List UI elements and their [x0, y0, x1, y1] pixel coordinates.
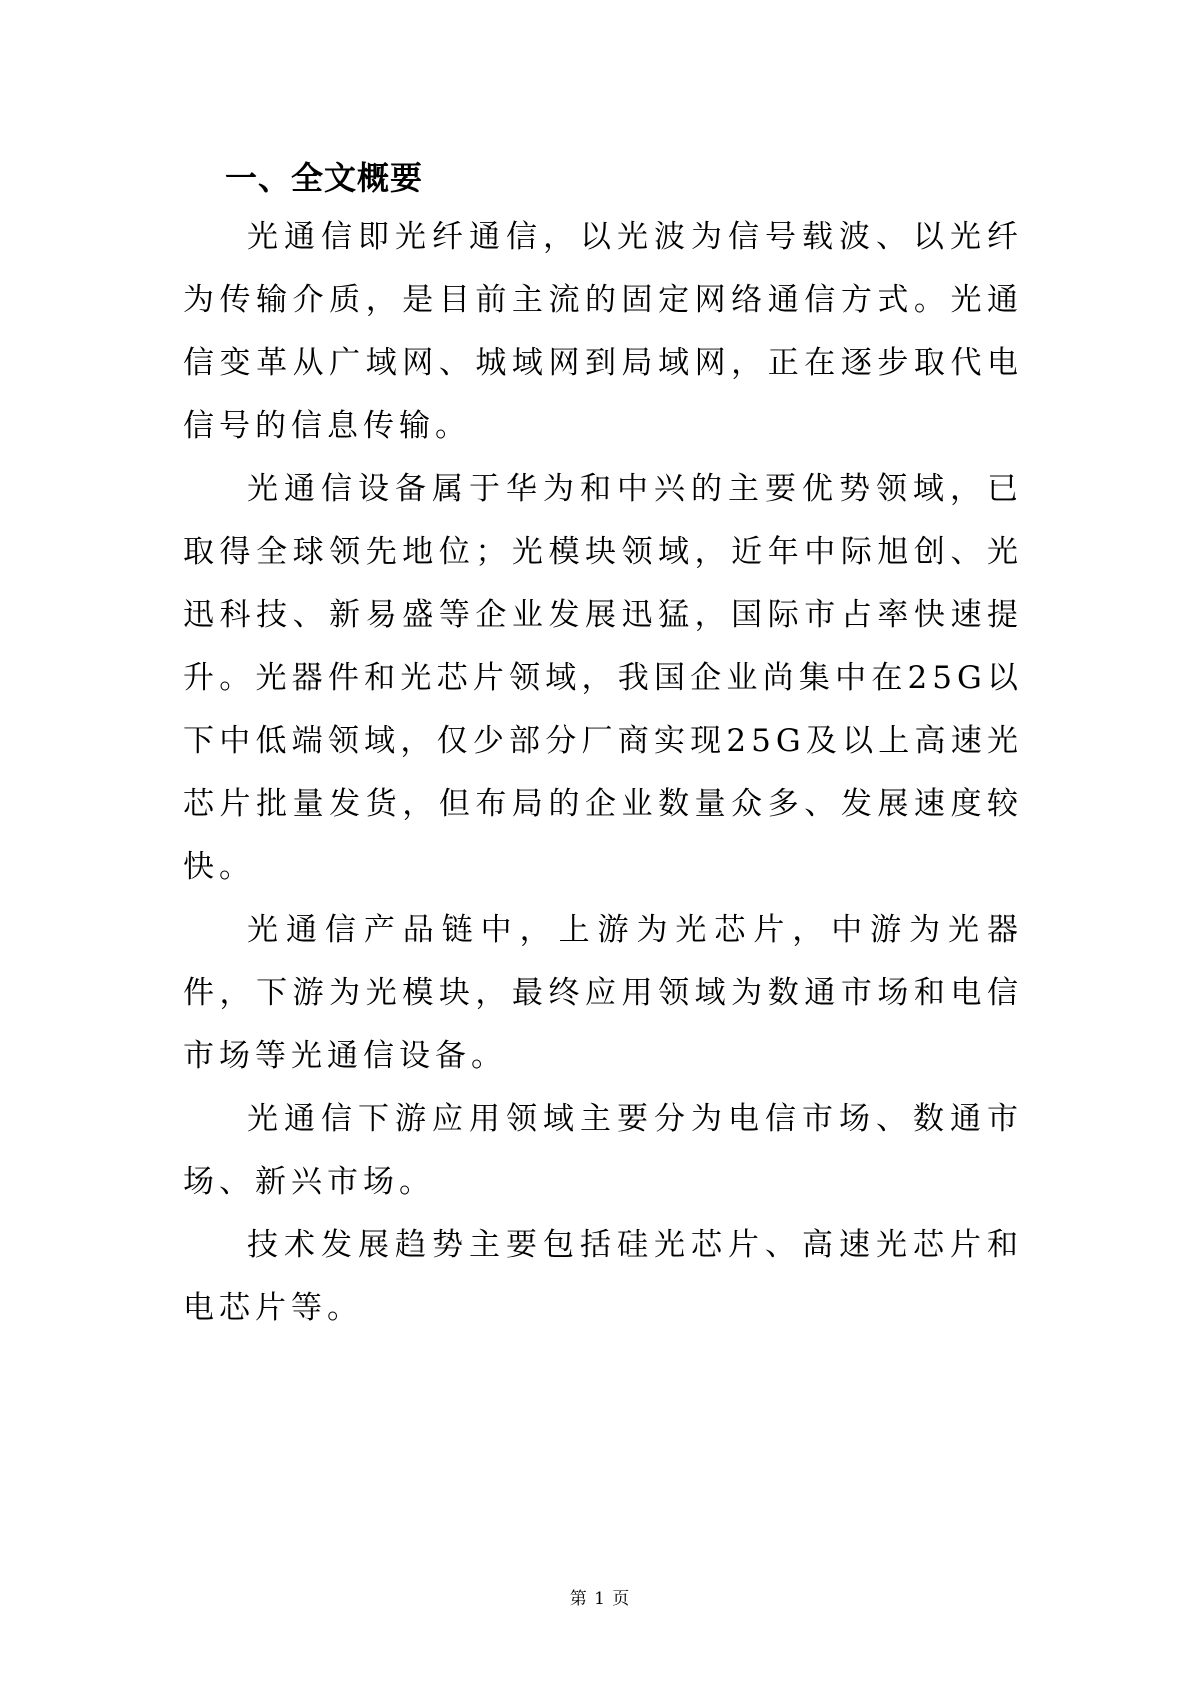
page-content	[183, 150, 1023, 1340]
paragraph-1: 光通信即光纤通信，以光波为信号载波、以光纤为传输介质，是目前主流的固定网络通信方式。光通信变革从广域网、城域网到局域网，正在逐步取代电信号的信息传输。	[183, 219, 1023, 444]
page-number-footer: 第 1 页	[569, 1589, 631, 1609]
section-heading: 一、全文概要	[225, 159, 424, 197]
paragraph-2: 光通信设备属于华为和中兴的主要优势领域，已取得全球领先地位；光模块领域，近年中际旭创、光迅科技、新易盛等企业发展迅猛，国际市占率快速提升。光器件和光芯片领域，我国企业尚集中在25G以下中低端领域，仅少部分厂商实现25G及以上高速光芯片批量发货，但布局的企业数量众多、发展速度较快。	[183, 471, 1023, 885]
paragraph-5: 技术发展趋势主要包括硅光芯片、高速光芯片和电芯片等。	[183, 1227, 1023, 1326]
paragraph-3: 光通信产品链中，上游为光芯片，中游为光器件，下游为光模块，最终应用领域为数通市场和电信市场等光通信设备。	[183, 912, 1023, 1074]
paragraph-4: 光通信下游应用领域主要分为电信市场、数通市场、新兴市场。	[183, 1101, 1023, 1200]
